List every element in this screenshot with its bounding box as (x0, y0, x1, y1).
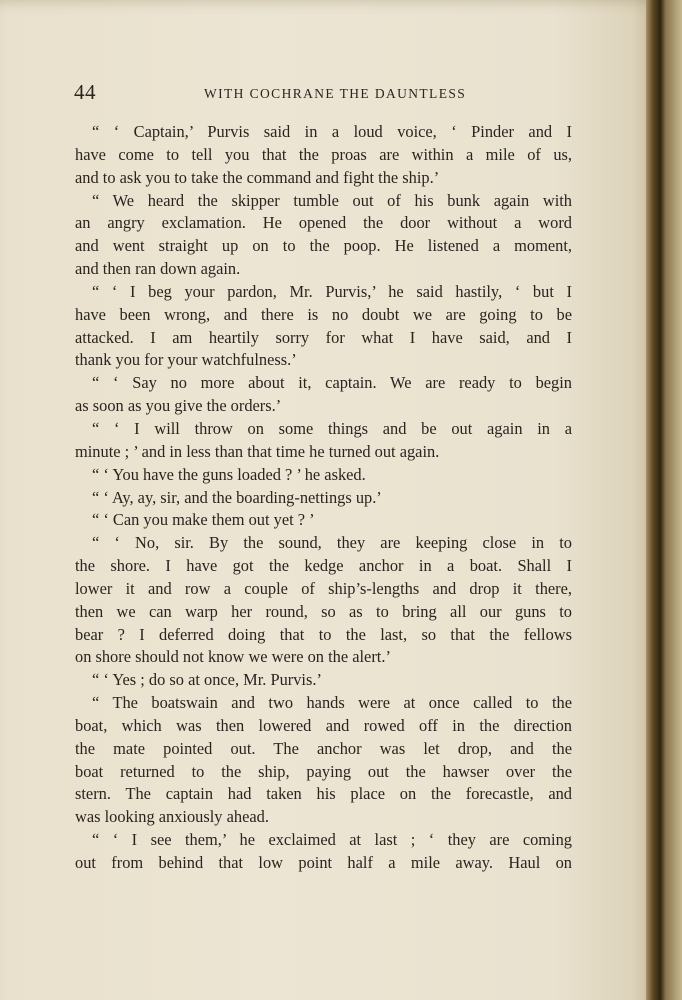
text-line: “ ‘ Can you make them out yet ? ’ (92, 510, 315, 530)
text-line: on shore should not know we were on the alert.’ (75, 647, 391, 667)
text-line: “ ‘ Captain,’ Purvis said in a loud voice, ‘ Pinder and I (92, 122, 572, 141)
text-line: lower it and row a couple of ship’s-lengths and drop it there, (75, 578, 572, 598)
text-line: “ ‘ Ay, ay, sir, and the boarding-nettings up.’ (92, 487, 382, 507)
text-line: have been wrong, and there is no doubt we are going to be (75, 304, 572, 324)
page-number: 44 (74, 80, 96, 104)
text-line: “ The boatswain and two hands were at once called to the (92, 693, 572, 713)
text-line: “ ‘ No, sir. By the sound, they are keeping close in to (92, 533, 572, 553)
text-line: “ ‘ I will throw on some things and be out again in a (92, 418, 572, 438)
text-line: an angry exclamation. He opened the door without a word (75, 213, 572, 233)
text-line: and then ran down again. (75, 259, 241, 279)
text-line: was looking anxiously ahead. (75, 807, 269, 827)
text-line: out from behind that low point half a mile away. Haul on (75, 853, 572, 872)
text-line: “ ‘ I see them,’ he exclaimed at last ; ‘ they are coming (92, 830, 572, 850)
text-line: boat returned to the ship, paying out the hawser over the (75, 761, 572, 781)
text-line: stern. The captain had taken his place on the forecastle, and (75, 784, 572, 804)
text-line: the mate pointed out. The anchor was let drop, and the (75, 738, 572, 758)
text-line: attacked. I am heartily sorry for what I have said, and I (75, 327, 572, 347)
text-line: minute ; ’ and in less than that time he turned out again. (75, 441, 440, 461)
book-spine-edge (646, 0, 682, 1000)
text-line: “ ‘ Say no more about it, captain. We are ready to begin (92, 373, 572, 393)
text-line: “ We heard the skipper tumble out of his bunk again with (92, 190, 572, 210)
text-line: the shore. I have got the kedge anchor in a boat. Shall I (75, 556, 572, 576)
text-line: as soon as you give the orders.’ (75, 396, 282, 416)
text-line: “ ‘ I beg your pardon, Mr. Purvis,’ he said hastily, ‘ but I (92, 281, 572, 301)
text-line: then we can warp her round, so as to bring all our guns to (75, 601, 572, 621)
text-line: boat, which was then lowered and rowed off in the direction (75, 715, 572, 735)
text-line: bear ? I deferred doing that to the last, so that the fellows (75, 624, 572, 644)
text-line: and to ask you to take the command and fight the ship.’ (75, 167, 440, 187)
text-line: “ ‘ Yes ; do so at once, Mr. Purvis.’ (92, 670, 322, 690)
text-line: thank you for your watchfulness.’ (75, 350, 297, 370)
running-head (74, 80, 574, 108)
body-text (75, 121, 572, 875)
running-title: WITH COCHRANE THE DAUNTLESS (204, 86, 467, 101)
text-line: “ ‘ You have the guns loaded ? ’ he asked. (92, 464, 366, 484)
text-line: and went straight up on to the poop. He listened a moment, (75, 236, 572, 256)
text-line: have come to tell you that the proas are within a mile of us, (75, 144, 572, 164)
